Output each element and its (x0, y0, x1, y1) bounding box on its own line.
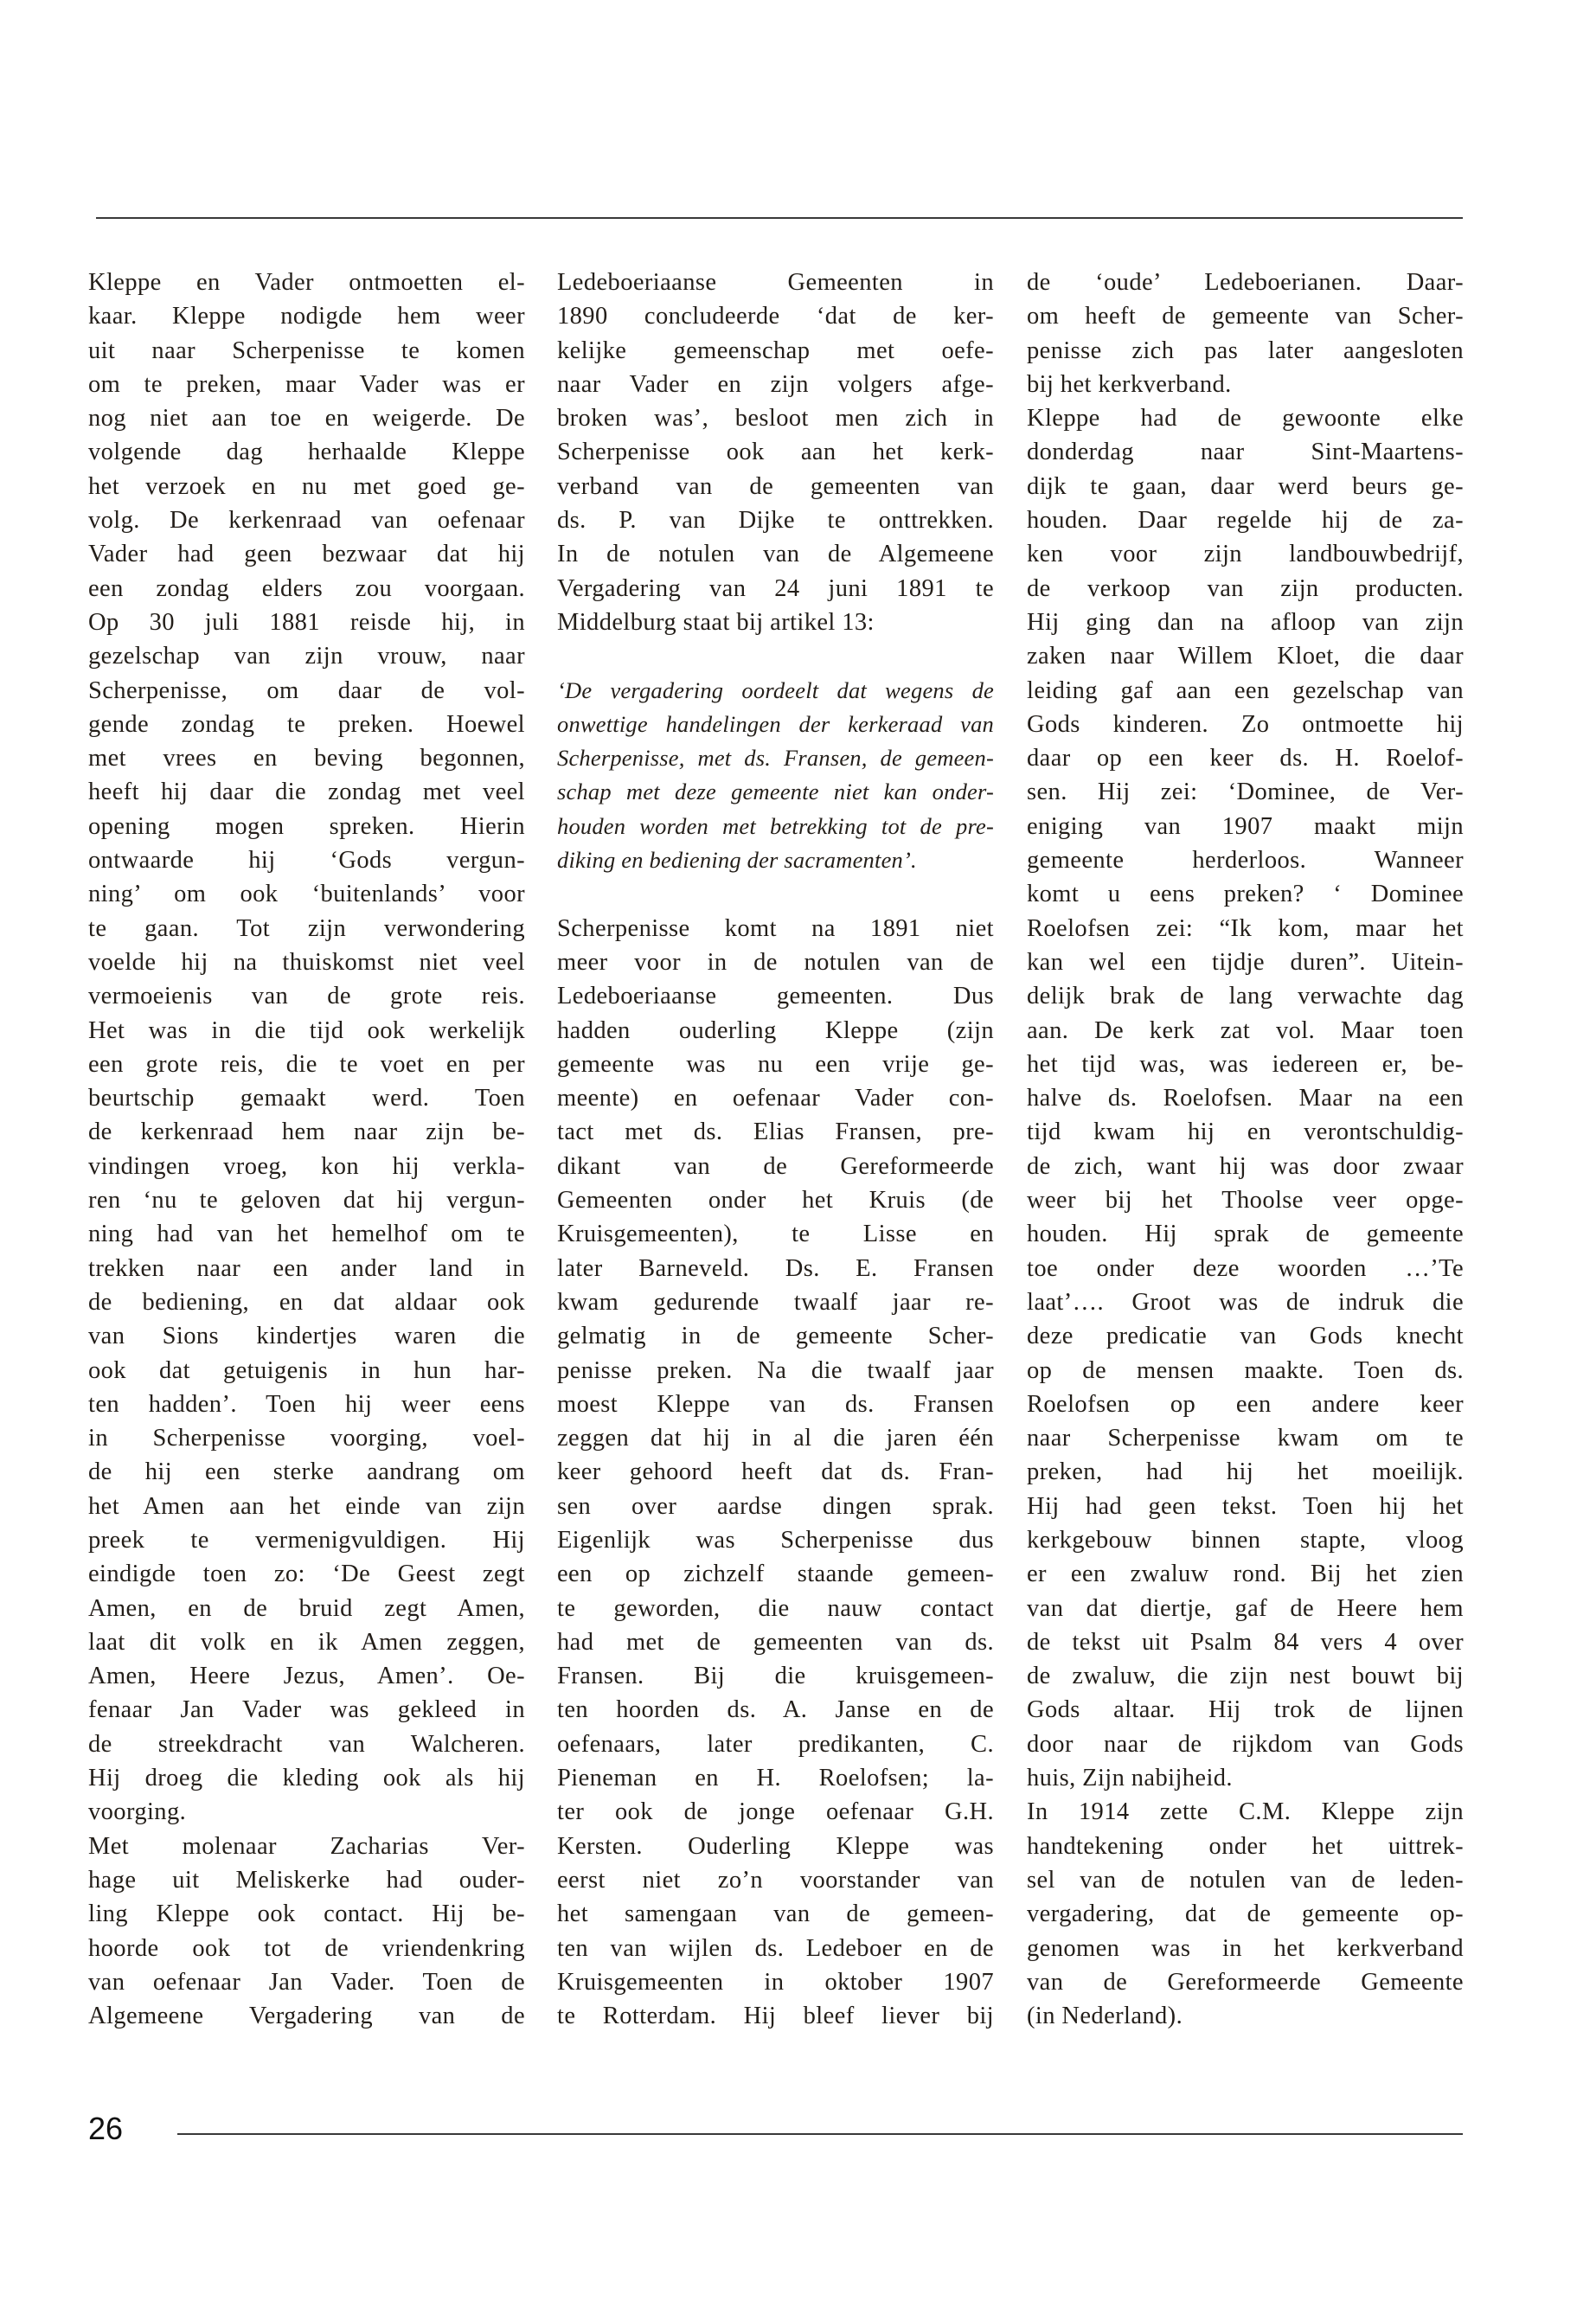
text-line: Middelburg staat bij artikel 13: (557, 608, 875, 636)
text-column-2 (557, 266, 994, 2033)
text-line: in Scherpenisse voorging, voel- (88, 1425, 525, 1452)
text-line: Scherpenisse, om daar de vol- (88, 676, 525, 704)
text-line: ten hoorden ds. A. Janse en de (557, 1696, 994, 1724)
text-line: kwam gedurende twaalf jaar re- (557, 1288, 994, 1316)
paragraph (557, 266, 994, 639)
text-line: verband van de gemeenten van (557, 472, 994, 500)
text-line: sel van de notulen van de leden- (1027, 1866, 1464, 1894)
text-line: gende zondag te preken. Hoewel (88, 710, 525, 738)
text-line: Vader had geen bezwaar dat hij (88, 541, 525, 568)
text-line: voorging. (88, 1798, 187, 1826)
text-line: de tekst uit Psalm 84 vers 4 over (1027, 1628, 1464, 1656)
block-quote (557, 674, 994, 878)
text-line: de zich, want hij was door zwaar (1027, 1152, 1464, 1180)
text-line: 1890 concludeerde ‘dat de ker- (557, 303, 994, 330)
text-line: Amen, Heere Jezus, Amen’. Oe- (88, 1663, 525, 1690)
text-line: sen over aardse dingen sprak. (557, 1492, 994, 1520)
text-line: diking en bediening der sacramenten’. (557, 847, 917, 874)
text-line: trekken naar een ander land in (88, 1254, 525, 1282)
text-line: laat’…. Groot was de indruk die (1027, 1288, 1464, 1316)
text-line: weer bij het Thoolse veer opge- (1027, 1187, 1464, 1215)
text-line: het tijd was, was iedereen er, be- (1027, 1050, 1464, 1078)
text-line: ‘De vergadering oordeelt dat wegens de (557, 676, 994, 703)
text-line: volgende dag herhaalde Kleppe (88, 439, 525, 466)
text-line: dikant van de Gereformeerde (557, 1152, 994, 1180)
text-line: kerkgebouw binnen stapte, vloog (1027, 1526, 1464, 1554)
paragraph (1027, 1795, 1464, 2033)
text-line: gelmatig in de gemeente Scher- (557, 1323, 994, 1350)
text-line: te geworden, die nauw contact (557, 1594, 994, 1622)
text-line: Scherpenisse, met ds. Fransen, de gemeen- (557, 745, 994, 772)
text-line: van de Gereformeerde Gemeente (1027, 1968, 1464, 1996)
text-line: vermoeienis van de grote reis. (88, 983, 525, 1010)
text-line: Roelofsen zei: “Ik kom, maar het (1027, 914, 1464, 942)
text-line: Roelofsen op een andere keer (1027, 1390, 1464, 1418)
paragraph (1027, 266, 1464, 401)
text-line: te Rotterdam. Hij bleef liever bij (557, 2003, 994, 2030)
text-line: de hij een sterke aandrang om (88, 1458, 525, 1486)
text-line: eerst niet zo’n voorstander van (557, 1866, 994, 1894)
text-line: schap met deze gemeente niet kan onder- (557, 779, 994, 805)
paragraph (88, 266, 525, 1830)
text-line: huis, Zijn nabijheid. (1027, 1765, 1233, 1792)
text-line: Kruisgemeenten), te Lisse en (557, 1221, 994, 1248)
text-line: houden. Daar regelde hij de za- (1027, 507, 1464, 535)
paragraph-spacer (557, 877, 994, 911)
text-line: Hij ging dan na afloop van zijn (1027, 608, 1464, 636)
text-line: een grote reis, die te voet en per (88, 1050, 525, 1078)
text-line: fenaar Jan Vader was gekleed in (88, 1696, 525, 1724)
text-line: ten hadden’. Toen hij weer eens (88, 1390, 525, 1418)
text-line: kelijke gemeenschap met oefe- (557, 336, 994, 364)
text-line: Scherpenisse ook aan het kerk- (557, 439, 994, 466)
paragraph (88, 1830, 525, 2034)
text-line: Pieneman en H. Roelofsen; la- (557, 1765, 994, 1792)
text-line: bij het kerkverband. (1027, 370, 1232, 398)
text-line: aan. De kerk zat vol. Maar toen (1027, 1016, 1464, 1044)
text-line: halve ds. Roelofsen. Maar na een (1027, 1085, 1464, 1112)
text-line: de verkoop van zijn producten. (1027, 574, 1464, 602)
text-line: Kersten. Ouderling Kleppe was (557, 1832, 994, 1860)
text-line: te gaan. Tot zijn verwondering (88, 914, 525, 942)
text-line: de zwaluw, die zijn nest bouwt bij (1027, 1663, 1464, 1690)
text-line: de bediening, en dat aldaar ook (88, 1288, 525, 1316)
text-line: later Barneveld. Ds. E. Fransen (557, 1254, 994, 1282)
text-line: door naar de rijkdom van Gods (1027, 1730, 1464, 1758)
text-line: volg. De kerkenraad van oefenaar (88, 507, 525, 535)
text-line: donderdag naar Sint-Maartens- (1027, 439, 1464, 466)
text-line: Met molenaar Zacharias Ver- (88, 1832, 525, 1860)
text-line: dijk te gaan, daar werd beurs ge- (1027, 472, 1464, 500)
text-line: In 1914 zette C.M. Kleppe zijn (1027, 1798, 1464, 1826)
text-line: hadden ouderling Kleppe (zijn (557, 1016, 994, 1044)
text-line: leiding gaf aan een gezelschap van (1027, 676, 1464, 704)
footer-rule (177, 2133, 1463, 2135)
text-line: er een zwaluw rond. Bij het zien (1027, 1561, 1464, 1588)
text-line: eindigde toen zo: ‘De Geest zegt (88, 1561, 525, 1588)
text-line: Vergadering van 24 juni 1891 te (557, 574, 994, 602)
text-column-1 (88, 266, 525, 2033)
text-line: voelde hij na thuiskomst niet veel (88, 948, 525, 976)
text-line: sen. Hij zei: ‘Dominee, de Ver- (1027, 779, 1464, 806)
text-line: van oefenaar Jan Vader. Toen de (88, 1968, 525, 1996)
text-line: ontwaarde hij ‘Gods vergun- (88, 847, 525, 875)
text-line: ken voor zijn landbouwbedrijf, (1027, 541, 1464, 568)
paragraph (1027, 401, 1464, 1795)
text-line: de streekdracht van Walcheren. (88, 1730, 525, 1758)
text-line: ning had van het hemelhof om te (88, 1221, 525, 1248)
text-line: eniging van 1907 maakt mijn (1027, 812, 1464, 840)
text-line: gemeente was nu een vrije ge- (557, 1050, 994, 1078)
text-line: Ledeboeriaanse gemeenten. Dus (557, 983, 994, 1010)
text-line: ds. P. van Dijke te onttrekken. (557, 507, 994, 535)
text-line: Gemeenten onder het Kruis (de (557, 1187, 994, 1215)
text-line: hage uit Meliskerke had ouder- (88, 1866, 525, 1894)
text-line: tijd kwam hij en verontschuldig- (1027, 1118, 1464, 1146)
text-line: Hij droeg die kleding ook als hij (88, 1765, 525, 1792)
text-line: ling Kleppe ook contact. Hij be- (88, 1900, 525, 1928)
text-line: uit naar Scherpenisse te komen (88, 336, 525, 364)
text-line: van Sions kindertjes waren die (88, 1323, 525, 1350)
text-line: ter ook de jonge oefenaar G.H. (557, 1798, 994, 1826)
text-line: Gods altaar. Hij trok de lijnen (1027, 1696, 1464, 1724)
text-line: met vrees en beving begonnen, (88, 745, 525, 772)
text-line: nog niet aan toe en weigerde. De (88, 405, 525, 433)
text-line: Scherpenisse komt na 1891 niet (557, 914, 994, 942)
text-line: naar Vader en zijn volgers afge- (557, 370, 994, 398)
text-line: ook dat getuigenis in hun har- (88, 1356, 525, 1384)
text-line: het Amen aan het einde van zijn (88, 1492, 525, 1520)
text-line: Gods kinderen. Zo ontmoette hij (1027, 710, 1464, 738)
text-line: penisse preken. Na die twaalf jaar (557, 1356, 994, 1384)
text-line: houden. Hij sprak de gemeente (1027, 1221, 1464, 1248)
text-line: moest Kleppe van ds. Fransen (557, 1390, 994, 1418)
header-rule (96, 217, 1463, 219)
text-line: tact met ds. Elias Fransen, pre- (557, 1118, 994, 1146)
text-line: Amen, en de bruid zegt Amen, (88, 1594, 525, 1622)
text-line: laat dit volk en ik Amen zeggen, (88, 1628, 525, 1656)
text-line: ren ‘nu te geloven dat hij vergun- (88, 1187, 525, 1215)
text-line: oefenaars, later predikanten, C. (557, 1730, 994, 1758)
text-line: toe onder deze woorden …’Te (1027, 1254, 1464, 1282)
text-line: opening mogen spreken. Hierin (88, 812, 525, 840)
text-line: van dat diertje, gaf de Heere hem (1027, 1594, 1464, 1622)
text-line: preken, had hij het moeilijk. (1027, 1458, 1464, 1486)
text-line: vergadering, dat de gemeente op- (1027, 1900, 1464, 1928)
text-line: een op zichzelf staande gemeen- (557, 1561, 994, 1588)
text-line: gemeente herderloos. Wanneer (1027, 847, 1464, 875)
text-line: preek te vermenigvuldigen. Hij (88, 1526, 525, 1554)
text-line: Het was in die tijd ook werkelijk (88, 1016, 525, 1044)
text-line: deze predicatie van Gods knecht (1027, 1323, 1464, 1350)
text-line: meente) en oefenaar Vader con- (557, 1085, 994, 1112)
text-line: de kerkenraad hem naar zijn be- (88, 1118, 525, 1146)
text-line: delijk brak de lang verwachte dag (1027, 983, 1464, 1010)
text-line: kaar. Kleppe nodigde hem weer (88, 303, 525, 330)
text-line: op de mensen maakte. Toen ds. (1027, 1356, 1464, 1384)
text-line: Eigenlijk was Scherpenisse dus (557, 1526, 994, 1554)
paragraph-spacer (557, 639, 994, 673)
text-line: naar Scherpenisse kwam om te (1027, 1425, 1464, 1452)
text-line: Kleppe en Vader ontmoetten el- (88, 269, 525, 296)
text-line: het verzoek en nu met goed ge- (88, 472, 525, 500)
text-line: broken was’, besloot men zich in (557, 405, 994, 433)
text-line: hoorde ook tot de vriendenkring (88, 1934, 525, 1962)
text-line: genomen was in het kerkverband (1027, 1934, 1464, 1962)
text-line: komt u eens preken? ‘ Dominee (1027, 881, 1464, 908)
text-line: de ‘oude’ Ledeboerianen. Daar- (1027, 269, 1464, 296)
page-number: 26 (88, 2111, 124, 2146)
text-line: gezelschap van zijn vrouw, naar (88, 643, 525, 670)
text-line: om te preken, maar Vader was er (88, 370, 525, 398)
text-line: heeft hij daar die zondag met veel (88, 779, 525, 806)
text-line: In de notulen van de Algemeene (557, 541, 994, 568)
text-line: Op 30 juli 1881 reisde hij, in (88, 608, 525, 636)
text-line: onwettige handelingen der kerkeraad van (557, 710, 994, 737)
text-line: (in Nederland). (1027, 2003, 1183, 2030)
text-line: Algemeene Vergadering van de (88, 2003, 525, 2030)
text-line: daar op een keer ds. H. Roelof- (1027, 745, 1464, 772)
text-line: kan wel een tijdje duren”. Uitein- (1027, 948, 1464, 976)
paragraph (557, 912, 994, 2034)
text-line: zeggen dat hij in al die jaren één (557, 1425, 994, 1452)
text-line: keer gehoord heeft dat ds. Fran- (557, 1458, 994, 1486)
text-line: om heeft de gemeente van Scher- (1027, 303, 1464, 330)
text-line: ten van wijlen ds. Ledeboer en de (557, 1934, 994, 1962)
text-column-3 (1027, 266, 1464, 2033)
text-line: ning’ om ook ‘buitenlands’ voor (88, 881, 525, 908)
text-line: handtekening onder het uittrek- (1027, 1832, 1464, 1860)
text-line: Kleppe had de gewoonte elke (1027, 405, 1464, 433)
text-line: houden worden met betrekking tot de pre- (557, 812, 994, 839)
text-line: een zondag elders zou voorgaan. (88, 574, 525, 602)
text-line: meer voor in de notulen van de (557, 948, 994, 976)
text-line: Kruisgemeenten in oktober 1907 (557, 1968, 994, 1996)
text-line: had met de gemeenten van ds. (557, 1628, 994, 1656)
text-line: het samengaan van de gemeen- (557, 1900, 994, 1928)
text-line: Ledeboeriaanse Gemeenten in (557, 269, 994, 296)
text-line: vindingen vroeg, kon hij verkla- (88, 1152, 525, 1180)
text-line: Fransen. Bij die kruisgemeen- (557, 1663, 994, 1690)
text-line: beurtschip gemaakt werd. Toen (88, 1085, 525, 1112)
text-line: penisse zich pas later aangesloten (1027, 336, 1464, 364)
text-line: Hij had geen tekst. Toen hij het (1027, 1492, 1464, 1520)
text-line: zaken naar Willem Kloet, die daar (1027, 643, 1464, 670)
